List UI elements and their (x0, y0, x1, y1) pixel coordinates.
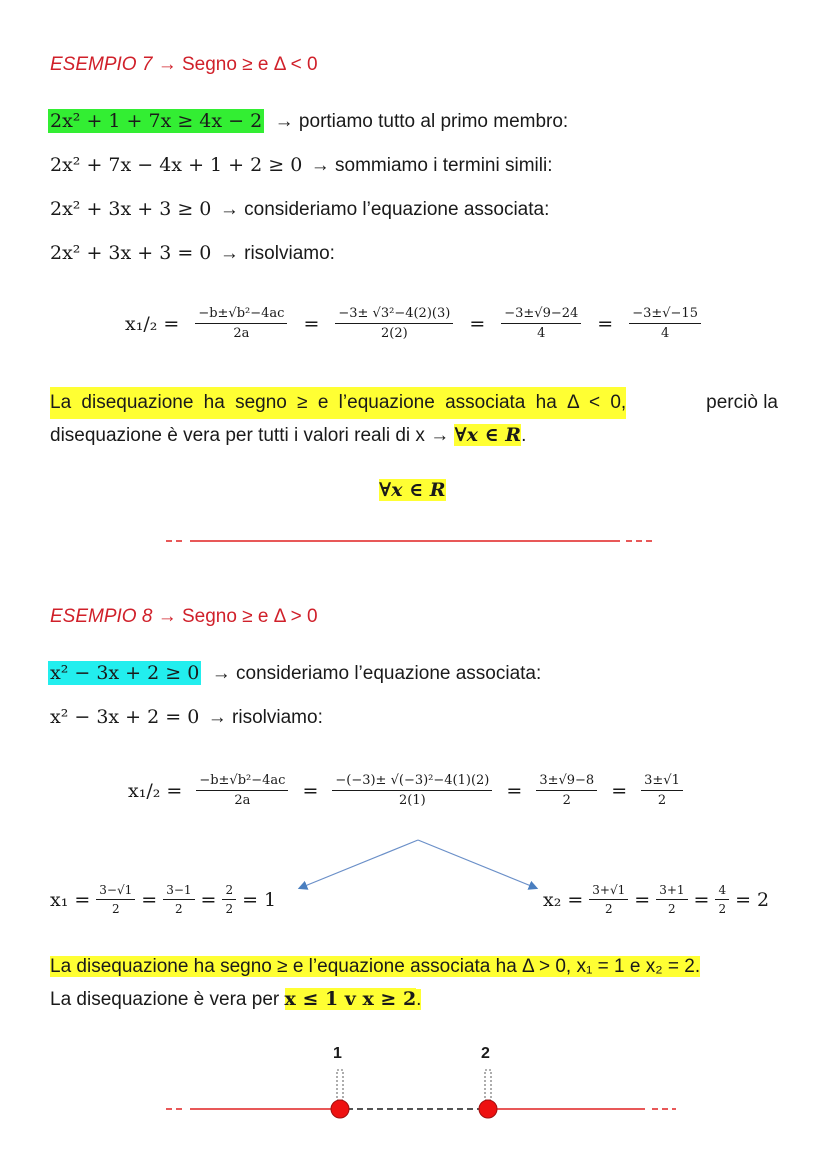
ex7-formula-lhs: x₁/₂ = (125, 312, 180, 335)
example7-subtitle: Segno ≥ e Δ < 0 (181, 54, 318, 75)
ex8-line2 (50, 706, 323, 729)
root1-label: 1 (333, 1045, 342, 1062)
ex8-root-x1: x₁ = $\frac{3-√1}{2}$ = $\frac{3-1}{2}$ = $\frac{2}{2}$ = 1 (50, 883, 277, 916)
ex7-line3 (50, 198, 549, 221)
root2-label: 2 (481, 1045, 490, 1062)
right-arrow-icon: → (430, 425, 450, 446)
ex7-conclusion-line1: La disequazione ha segno ≥ e l’equazione associata ha Δ < 0, (50, 387, 626, 419)
ex8-quadratic-formula: x₁/₂ = $\frac{\text{−b±√b²−4ac}}{2a}$ = $\frac{\text{−(−3)± √(−3)²−4(1)(2)}}{2(1)}$ = $\frac{3\pm√9-8}{2}$ = $\frac{3\pm√1}{2}$ (128, 773, 683, 808)
ex7-line1 (48, 110, 568, 133)
example8-title (50, 606, 318, 628)
example7-title (50, 54, 318, 76)
ex7-fraction-final: $\frac{-3\pm√-15}{4}$ (629, 306, 701, 341)
ex7-fraction-general: $\frac{\text{−b±√b²−4ac}}{2a}$ (195, 306, 287, 341)
ex7-step3-text: → consideriamo l’equazione associata: (219, 199, 550, 220)
ex7-conclusion-line2: disequazione è vera per tutti i valori reali di x (50, 425, 425, 446)
ex7-conclusion-solution: ∀x ∈ R (454, 424, 522, 446)
ex8-conclusion-solution: x ≤ 1 v x ≥ 2 (284, 988, 417, 1010)
ex7-quadratic-formula: x₁/₂ = $\frac{\text{−b±√b²−4ac}}{2a}$ = $\frac{\text{−3± √3²−4(2)(3)}}{2(2)}$ = $\frac{-3\pm√9-24}{4}$ = $\frac{-3\pm√-15}{4}$ (125, 306, 701, 341)
ex7-step2-text: → sommiamo i termini simili: (310, 155, 553, 176)
ex8-root-x2: x₂ = $\frac{3+√1}{2}$ = $\frac{3+1}{2}$ = $\frac{4}{2}$ = 2 (543, 883, 770, 916)
branch-arrows (290, 836, 550, 896)
ex8-number-line (160, 1066, 680, 1126)
root2-point (479, 1100, 497, 1118)
ex8-formula-lhs: x₁/₂ = (128, 779, 183, 802)
ex7-step2-math: 2x² + 7x − 4x + 1 + 2 ≥ 0 (50, 154, 303, 176)
arrow-to-x1-icon (300, 840, 418, 888)
ex7-solution: ∀x ∈ R (379, 479, 446, 501)
ex8-fraction-general: $\frac{\text{−b±√b²−4ac}}{2a}$ (196, 773, 288, 808)
ex8-conclusion-line2: La disequazione è vera per (50, 989, 280, 1010)
example7-label: ESEMPIO 7 (50, 54, 153, 75)
ex7-conclusion-line1-end: perciò la (706, 392, 778, 413)
arrow-to-x2-icon (418, 840, 536, 888)
example8-label: ESEMPIO 8 (50, 606, 153, 627)
ex8-line1 (48, 662, 541, 685)
ex7-line4 (50, 242, 335, 265)
ex8-conclusion-line1: La disequazione ha segno ≥ e l’equazione associata ha Δ > 0, x₁ = 1 e x₂ = 2. (50, 956, 701, 977)
ex7-step4-text: → risolviamo: (219, 243, 335, 264)
root2-tick (485, 1070, 491, 1100)
ex8-inequality: x² − 3x + 2 ≥ 0 (50, 662, 200, 684)
right-arrow-icon: → (157, 54, 177, 75)
ex7-number-line (160, 532, 655, 548)
ex7-step4-math: 2x² + 3x + 3 = 0 (50, 242, 212, 264)
ex7-fraction-simplified: $\frac{-3\pm√9-24}{4}$ (501, 306, 581, 341)
ex8-step2-math: x² − 3x + 2 = 0 (50, 706, 200, 728)
right-arrow-icon: → (157, 606, 177, 627)
ex7-fraction-substituted: $\frac{\text{−3± √3²−4(2)(3)}}{2(2)}$ (335, 306, 453, 341)
ex7-line2 (50, 154, 553, 177)
ex8-conclusion: La disequazione ha segno ≥ e l’equazione associata ha Δ > 0, x₁ = 1 e x₂ = 2. La disequazione è vera per x ≤ 1 v x ≥ 2. (50, 956, 701, 1010)
ex8-step2-text: → risolviamo: (207, 707, 323, 728)
ex7-inequality: 2x² + 1 + 7x ≥ 4x − 2 (50, 110, 263, 132)
root1-point (331, 1100, 349, 1118)
ex8-fraction-final: $\frac{3\pm√1}{2}$ (641, 773, 683, 808)
ex7-step3-math: 2x² + 3x + 3 ≥ 0 (50, 198, 212, 220)
ex8-step1-text: → consideriamo l’equazione associata: (211, 663, 542, 684)
example8-subtitle: Segno ≥ e Δ > 0 (181, 606, 318, 627)
ex8-fraction-substituted: $\frac{\text{−(−3)± √(−3)²−4(1)(2)}}{2(1)}$ (332, 773, 492, 808)
ex8-fraction-simplified: $\frac{3\pm√9-8}{2}$ (536, 773, 597, 808)
ex7-step1-text: → portiamo tutto al primo membro: (274, 111, 569, 132)
ex7-conclusion: La disequazione ha segno ≥ e l’equazione associata ha Δ < 0, perciò la disequazione è vera per tutti i valori reali di x → ∀x ∈ R. (50, 387, 778, 452)
root1-tick (337, 1070, 343, 1100)
